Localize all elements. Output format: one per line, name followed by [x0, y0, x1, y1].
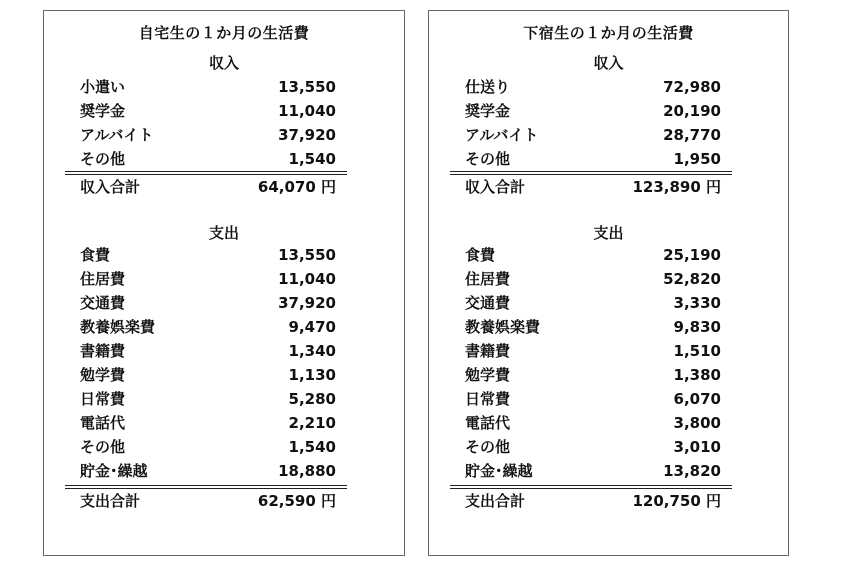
row-label: 交通費 [80, 294, 126, 312]
row-label: その他 [465, 150, 511, 168]
expense-row [465, 244, 721, 266]
row-value: 2,210 [288, 414, 336, 432]
row-value: 13,820 [663, 462, 721, 480]
row-value: 20,190 [663, 102, 721, 120]
row-label: 貯金･繰越 [465, 462, 533, 480]
row-label: 教養娯楽費 [80, 318, 156, 336]
row-label: 食費 [465, 246, 496, 264]
row-value: 1,950 [673, 150, 721, 168]
row-label: 奨学金 [465, 102, 511, 120]
row-value: 18,880 [278, 462, 336, 480]
row-label: アルバイト [80, 126, 154, 144]
expense-row [80, 364, 336, 386]
income-row [465, 76, 721, 98]
income-total-row [465, 176, 721, 198]
expense-row [80, 436, 336, 458]
expense-heading: 支出 [593, 224, 624, 242]
row-label: 日常費 [80, 390, 126, 408]
row-value: 1,540 [288, 150, 336, 168]
expense-row [465, 268, 721, 290]
total-divider [450, 485, 732, 489]
row-value: 5,280 [288, 390, 336, 408]
expense-row [80, 268, 336, 290]
income-row [465, 124, 721, 146]
income-row [80, 100, 336, 122]
expense-row [80, 292, 336, 314]
row-label: 貯金･繰越 [80, 462, 148, 480]
expense-row [80, 316, 336, 338]
row-value: 1,380 [673, 366, 721, 384]
expense-row [465, 292, 721, 314]
row-label: その他 [80, 438, 126, 456]
income-row [80, 148, 336, 170]
row-label: 日常費 [465, 390, 511, 408]
income-row [465, 148, 721, 170]
row-value: 3,800 [673, 414, 721, 432]
row-label: 勉学費 [465, 366, 511, 384]
panel-title: 下宿生の１か月の生活費 [523, 24, 694, 42]
row-label: 電話代 [465, 414, 511, 432]
row-value: 37,920 [278, 126, 336, 144]
row-value: 28,770 [663, 126, 721, 144]
row-label: 住居費 [80, 270, 126, 288]
total-divider [65, 171, 347, 175]
row-value: 13,550 [278, 78, 336, 96]
row-label: その他 [80, 150, 126, 168]
row-value: 1,510 [673, 342, 721, 360]
expense-total-row [465, 490, 721, 512]
row-value: 72,980 [663, 78, 721, 96]
row-label: アルバイト [465, 126, 539, 144]
boarding-student-panel [428, 10, 789, 556]
row-label: 小遣い [80, 78, 126, 96]
row-value: 37,920 [278, 294, 336, 312]
row-label: 書籍費 [465, 342, 511, 360]
income-row [80, 76, 336, 98]
row-value: 9,830 [673, 318, 721, 336]
commuter-student-panel [43, 10, 405, 556]
row-value: 1,340 [288, 342, 336, 360]
income-heading: 収入 [593, 54, 624, 72]
expense-row [80, 412, 336, 434]
row-label: 住居費 [465, 270, 511, 288]
row-value: 1,540 [288, 438, 336, 456]
row-value: 1,130 [288, 366, 336, 384]
total-label: 収入合計 [80, 178, 141, 196]
row-label: 教養娯楽費 [465, 318, 541, 336]
total-value: 62,590 円 [257, 492, 336, 510]
total-label: 収入合計 [465, 178, 526, 196]
row-label: その他 [465, 438, 511, 456]
expense-row [80, 460, 336, 482]
row-label: 電話代 [80, 414, 126, 432]
expense-row [465, 460, 721, 482]
expense-row [465, 316, 721, 338]
row-label: 勉学費 [80, 366, 126, 384]
row-value: 6,070 [673, 390, 721, 408]
expense-row [465, 388, 721, 410]
expense-row [80, 388, 336, 410]
total-value: 120,750 円 [632, 492, 721, 510]
expense-row [465, 340, 721, 362]
income-row [80, 124, 336, 146]
total-label: 支出合計 [465, 492, 526, 510]
expense-total-row [80, 490, 336, 512]
income-total-row [80, 176, 336, 198]
expense-row [80, 244, 336, 266]
row-label: 奨学金 [80, 102, 126, 120]
row-label: 書籍費 [80, 342, 126, 360]
panel-title: 自宅生の１か月の生活費 [138, 24, 310, 42]
expense-row [80, 340, 336, 362]
expense-row [465, 412, 721, 434]
income-row [465, 100, 721, 122]
row-label: 仕送り [465, 78, 511, 96]
row-value: 52,820 [663, 270, 721, 288]
total-divider [65, 485, 347, 489]
income-heading: 収入 [208, 54, 239, 72]
total-value: 123,890 円 [632, 178, 721, 196]
row-value: 3,010 [673, 438, 721, 456]
row-label: 食費 [80, 246, 111, 264]
row-value: 11,040 [278, 270, 336, 288]
total-divider [450, 171, 732, 175]
row-value: 13,550 [278, 246, 336, 264]
total-value: 64,070 円 [257, 178, 336, 196]
expense-heading: 支出 [208, 224, 239, 242]
total-label: 支出合計 [80, 492, 141, 510]
expense-row [465, 436, 721, 458]
row-value: 9,470 [288, 318, 336, 336]
row-label: 交通費 [465, 294, 511, 312]
row-value: 25,190 [663, 246, 721, 264]
expense-row [465, 364, 721, 386]
row-value: 3,330 [673, 294, 721, 312]
row-value: 11,040 [278, 102, 336, 120]
